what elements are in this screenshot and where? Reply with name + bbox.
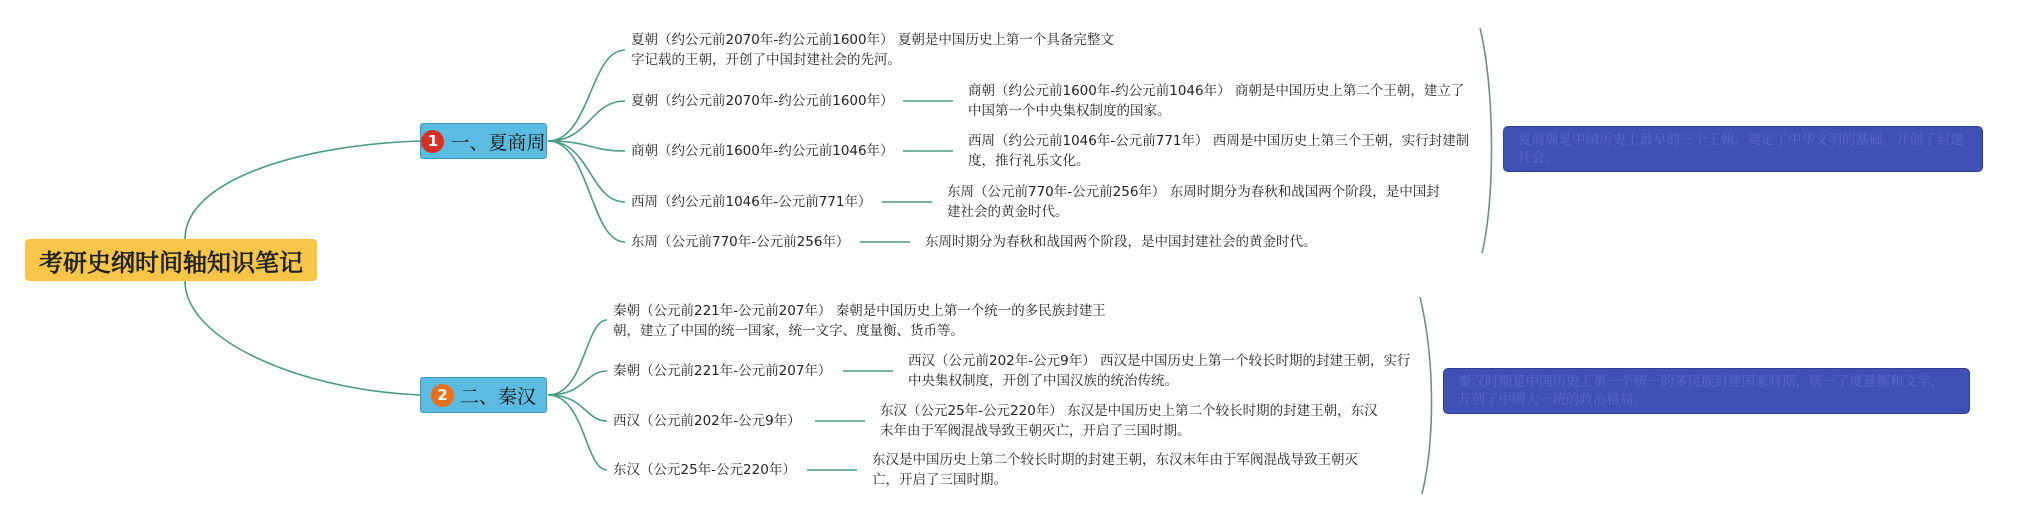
leaf-eastern-han[interactable] xyxy=(613,460,796,480)
connector-root-branch-1 xyxy=(185,141,420,239)
child-eastern-zhou-note[interactable] xyxy=(925,232,1317,252)
child-text: 商朝（约公元前1600年-约公元前1046年） 商朝是中国历史上第二个王朝，建立了中国第一个中央集权制度的国家。 xyxy=(968,83,1465,119)
child-text: 东周（公元前770年-公元前256年） 东周时期分为春秋和战国两个阶段，是中国封建社会的黄金时代。 xyxy=(947,184,1440,220)
connector-b1-leaf-1 xyxy=(548,50,625,141)
child-eastern-han[interactable] xyxy=(880,401,1385,441)
child-text: 东周时期分为春秋和战国两个阶段，是中国封建社会的黄金时代。 xyxy=(925,234,1317,250)
branch-xia-shang-zhou[interactable] xyxy=(420,123,547,159)
leaf-text: 夏朝（约公元前2070年-约公元前1600年） xyxy=(631,93,894,109)
summary-xia-shang-zhou[interactable] xyxy=(1503,126,1983,172)
branch-qin-han[interactable] xyxy=(420,377,547,413)
leaf-western-han[interactable] xyxy=(613,411,801,431)
summary-brace-1 xyxy=(1480,28,1492,253)
leaf-xia-dynasty[interactable] xyxy=(631,91,894,111)
connector-root-branch-2 xyxy=(185,281,420,395)
child-western-zhou[interactable] xyxy=(968,131,1473,171)
child-eastern-zhou[interactable] xyxy=(947,182,1452,222)
child-eastern-han-note[interactable] xyxy=(872,450,1377,490)
connector-b2-leaf-2 xyxy=(548,371,607,395)
branch-number-badge: 1 xyxy=(421,130,444,153)
leaf-western-zhou[interactable] xyxy=(631,192,872,212)
branch-label: 一、夏商周 xyxy=(450,131,546,154)
summary-text: 夏商周是中国历史上最早的三个王朝，奠定了中华文明的基础，开创了封建社会。 xyxy=(1518,132,1964,166)
leaf-xia-dynasty-note[interactable] xyxy=(631,30,1121,70)
leaf-text: 东周（公元前770年-公元前256年） xyxy=(631,234,850,250)
child-text: 东汉（公元25年-公元220年） 东汉是中国历史上第二个较长时期的封建王朝，东汉末年由于军阀混战导致王朝灭亡，开启了三国时期。 xyxy=(880,403,1378,439)
leaf-qin-dynasty-note[interactable] xyxy=(613,301,1118,341)
child-text: 东汉是中国历史上第二个较长时期的封建王朝，东汉末年由于军阀混战导致王朝灭亡，开启了三国时期。 xyxy=(872,452,1358,488)
connector-b2-leaf-4 xyxy=(548,395,607,470)
leaf-text: 秦朝（公元前221年-公元前207年） xyxy=(613,363,832,379)
leaf-eastern-zhou[interactable] xyxy=(631,232,849,252)
summary-qin-han[interactable] xyxy=(1443,368,1970,414)
root-topic-label: 考研史纲时间轴知识笔记 xyxy=(39,248,303,277)
leaf-text: 西周（约公元前1046年-公元前771年） xyxy=(631,194,872,210)
connector-b2-leaf-3 xyxy=(548,395,607,421)
branch-number-badge: 2 xyxy=(431,384,454,407)
leaf-text: 商朝（约公元前1600年-约公元前1046年） xyxy=(631,143,894,159)
leaf-text: 秦朝（公元前221年-公元前207年） 秦朝是中国历史上第一个统一的多民族封建王朝，建立了中国的统一国家，统一文字、度量衡、货币等。 xyxy=(613,303,1106,339)
leaf-shang-dynasty[interactable] xyxy=(631,141,894,161)
summary-text: 秦汉时期是中国历史上第一个统一的多民族封建国家时期，统一了度量衡和文字，开创了中国大一统的政治格局。 xyxy=(1458,374,1944,408)
summary-brace-2 xyxy=(1420,297,1432,494)
branch-label: 二、秦汉 xyxy=(459,385,536,408)
child-shang-dynasty[interactable] xyxy=(968,81,1473,121)
leaf-qin-dynasty[interactable] xyxy=(613,361,831,381)
child-text: 西汉（公元前202年-公元9年） 西汉是中国历史上第一个较长时期的封建王朝，实行中央集权制度，开创了中国汉族的统治传统。 xyxy=(908,353,1411,389)
connector-b1-leaf-5 xyxy=(548,141,625,242)
leaf-text: 夏朝（约公元前2070年-约公元前1600年） 夏朝是中国历史上第一个具备完整文字记载的王朝，开创了中国封建社会的先河。 xyxy=(631,32,1114,68)
child-text: 西周（约公元前1046年-公元前771年） 西周是中国历史上第三个王朝，实行封建制度，推行礼乐文化。 xyxy=(968,133,1470,169)
connector-b1-leaf-2 xyxy=(548,101,625,141)
leaf-text: 东汉（公元25年-公元220年） xyxy=(613,462,796,478)
leaf-text: 西汉（公元前202年-公元9年） xyxy=(613,413,801,429)
root-topic[interactable] xyxy=(25,239,317,281)
child-western-han[interactable] xyxy=(908,351,1413,391)
connector-b2-leaf-1 xyxy=(548,320,607,395)
